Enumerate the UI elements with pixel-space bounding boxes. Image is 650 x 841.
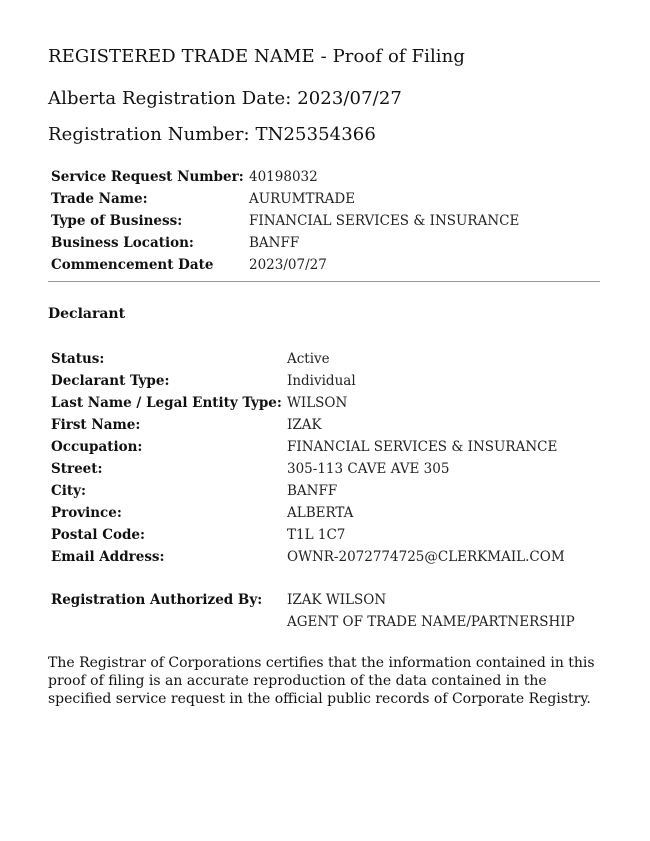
field-value: 305-113 CAVE AVE 305	[287, 461, 450, 477]
field-value: OWNR-2072774725@CLERKMAIL.COM	[287, 549, 565, 565]
field-label: Service Request Number:	[51, 169, 244, 185]
field-value: IZAK	[287, 417, 322, 433]
field-label: Postal Code:	[51, 527, 145, 543]
field-label: Declarant Type:	[51, 373, 170, 389]
field-value: FINANCIAL SERVICES & INSURANCE	[287, 439, 558, 455]
field-label: Trade Name:	[51, 191, 148, 207]
field-value: WILSON	[287, 395, 348, 411]
field-label: Street:	[51, 461, 103, 477]
field-value: 40198032	[249, 169, 318, 185]
field-label: City:	[51, 483, 86, 499]
field-label: Business Location:	[51, 235, 194, 251]
field-value: T1L 1C7	[287, 527, 346, 543]
field-label: Registration Authorized By:	[51, 592, 263, 608]
field-label: Last Name / Legal Entity Type:	[51, 395, 282, 411]
authorized-name: IZAK WILSON	[287, 592, 387, 608]
field-label: First Name:	[51, 417, 141, 433]
document-title: REGISTERED TRADE NAME - Proof of Filing	[48, 46, 465, 67]
field-value: Active	[287, 351, 330, 367]
field-label: Email Address:	[51, 549, 165, 565]
field-value: ALBERTA	[287, 505, 354, 521]
field-value: BANFF	[249, 235, 300, 251]
field-label: Province:	[51, 505, 122, 521]
field-label: Occupation:	[51, 439, 143, 455]
registration-number-heading: Registration Number: TN25354366	[48, 124, 376, 145]
declarant-section-title: Declarant	[48, 306, 126, 322]
authorized-role: AGENT OF TRADE NAME/PARTNERSHIP	[287, 614, 575, 630]
field-label: Status:	[51, 351, 105, 367]
field-value: BANFF	[287, 483, 338, 499]
field-value: AURUMTRADE	[249, 191, 356, 207]
field-label: Type of Business:	[51, 213, 183, 229]
certification-statement: The Registrar of Corporations certifies that the information contained in this proof of filing is an accurate reproduction of the data contained in the specified service request in the official public records of Corporate Registry.	[48, 655, 595, 707]
field-value: FINANCIAL SERVICES & INSURANCE	[249, 213, 520, 229]
field-label: Commencement Date	[51, 257, 214, 273]
field-value: 2023/07/27	[249, 257, 327, 273]
registration-date-heading: Alberta Registration Date: 2023/07/27	[48, 88, 402, 109]
section-divider	[48, 281, 600, 282]
field-value: Individual	[287, 373, 356, 389]
